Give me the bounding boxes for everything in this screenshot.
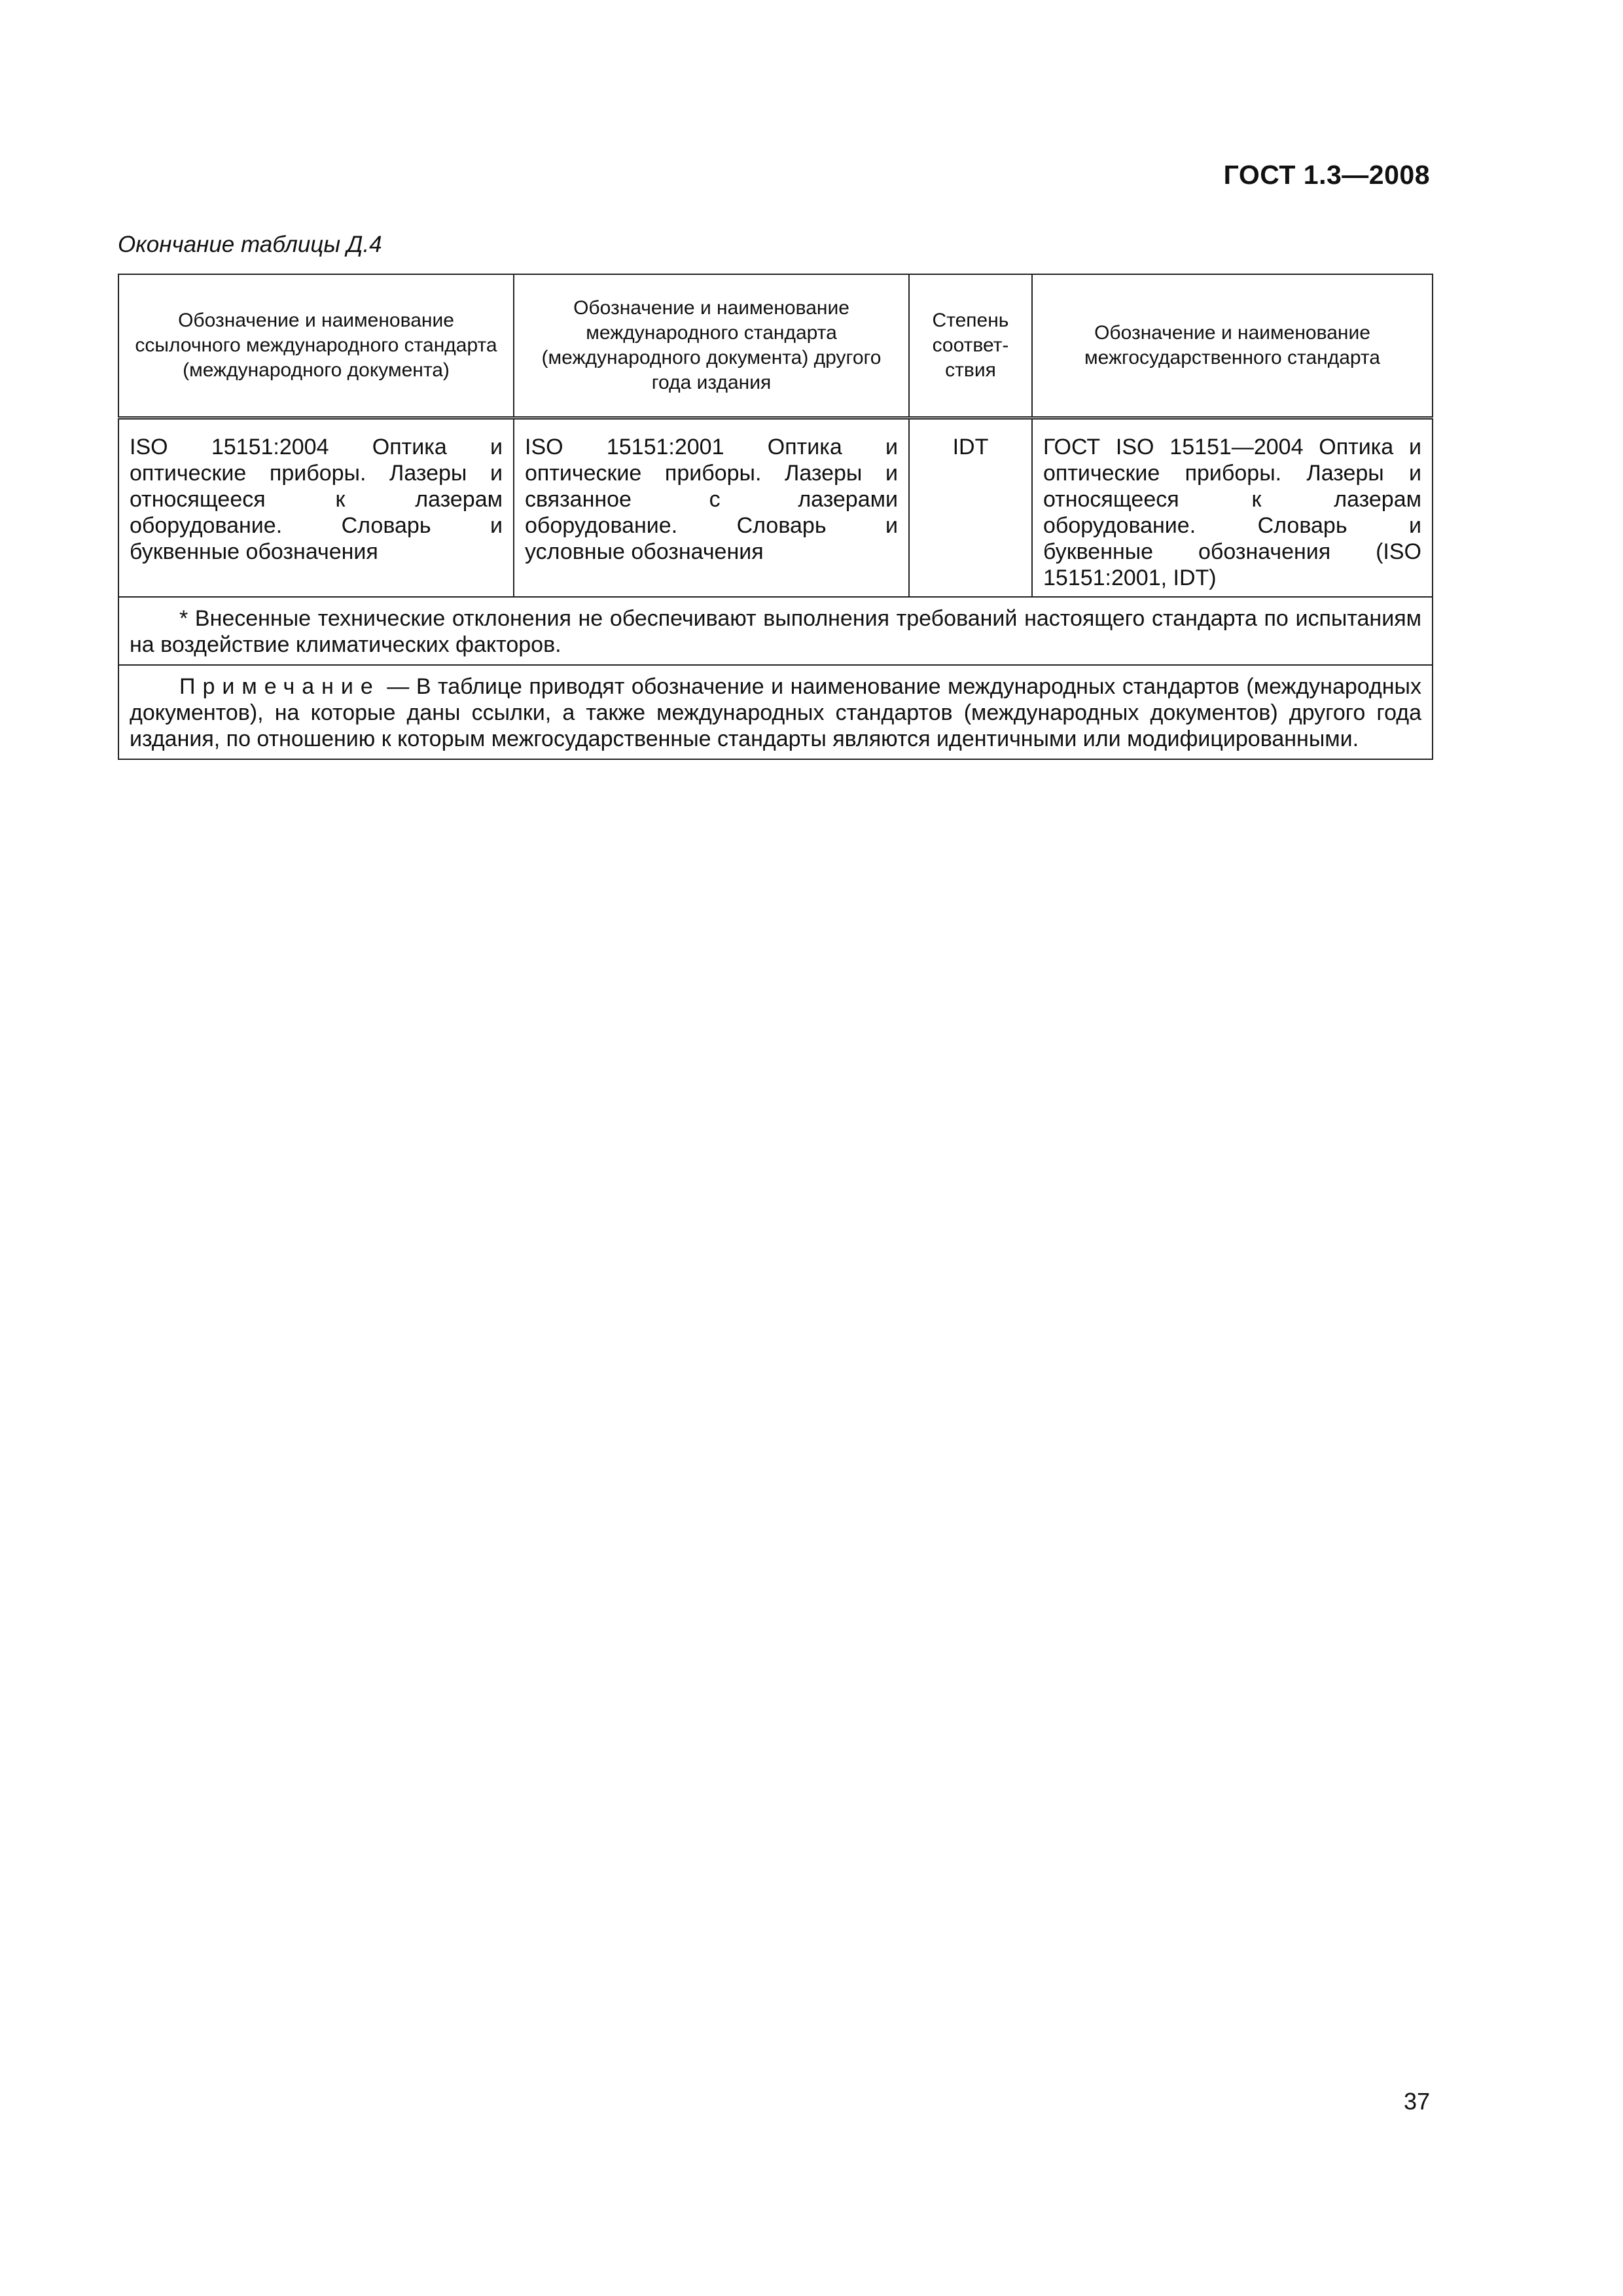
table-row [118,418,1433,598]
note-row [118,665,1433,759]
note-label: Примечание [179,674,380,699]
header-degree-of-correspondence: Степень соответ-ствия [909,274,1032,418]
cell-ref-standard: ISO 15151:2004 Оптика и оптические приборы. Лазеры и относящееся к лазерам оборудование. Словарь и буквенные обозначения [118,418,514,598]
footnote-row [118,597,1433,665]
header-interstate-standard: Обозначение и наименование межгосударственного стандарта [1032,274,1433,418]
table-header-row [118,274,1433,418]
header-ref-standard: Обозначение и наименование ссылочного международного стандарта (международного документа) [118,274,514,418]
standards-table [118,274,1433,760]
cell-interstate-standard: ГОСТ ISO 15151—2004 Оптика и оптические приборы. Лазеры и относящееся к лазерам оборудование. Словарь и буквенные обозначения (ISO 15151:2001, IDT) [1032,418,1433,598]
page-number: 37 [1403,2088,1430,2115]
standard-code: ГОСТ 1.3—2008 [1223,160,1430,190]
table-note [118,665,1433,759]
cell-degree-of-correspondence: IDT [909,418,1032,598]
note-text: — В таблице приводят обозначение и наименование международных стандартов (международных документов), на которые даны ссылки, а также международных стандартов (международных документов) другого года издания, по отношению к которым межгосударственные стандарты являются идентичными или модифицированными. [130,674,1421,751]
table-caption: Окончание таблицы Д.4 [118,232,382,257]
cell-other-year-standard: ISO 15151:2001 Оптика и оптические приборы. Лазеры и связанное с лазерами оборудование. Словарь и условные обозначения [514,418,909,598]
header-other-year-standard: Обозначение и наименование международного стандарта (международного документа) другого года издания [514,274,909,418]
table-footnote: * Внесенные технические отклонения не обеспечивают выполнения требований настоящего стандарта по испытаниям на воздействие климатических факторов. [118,597,1433,665]
